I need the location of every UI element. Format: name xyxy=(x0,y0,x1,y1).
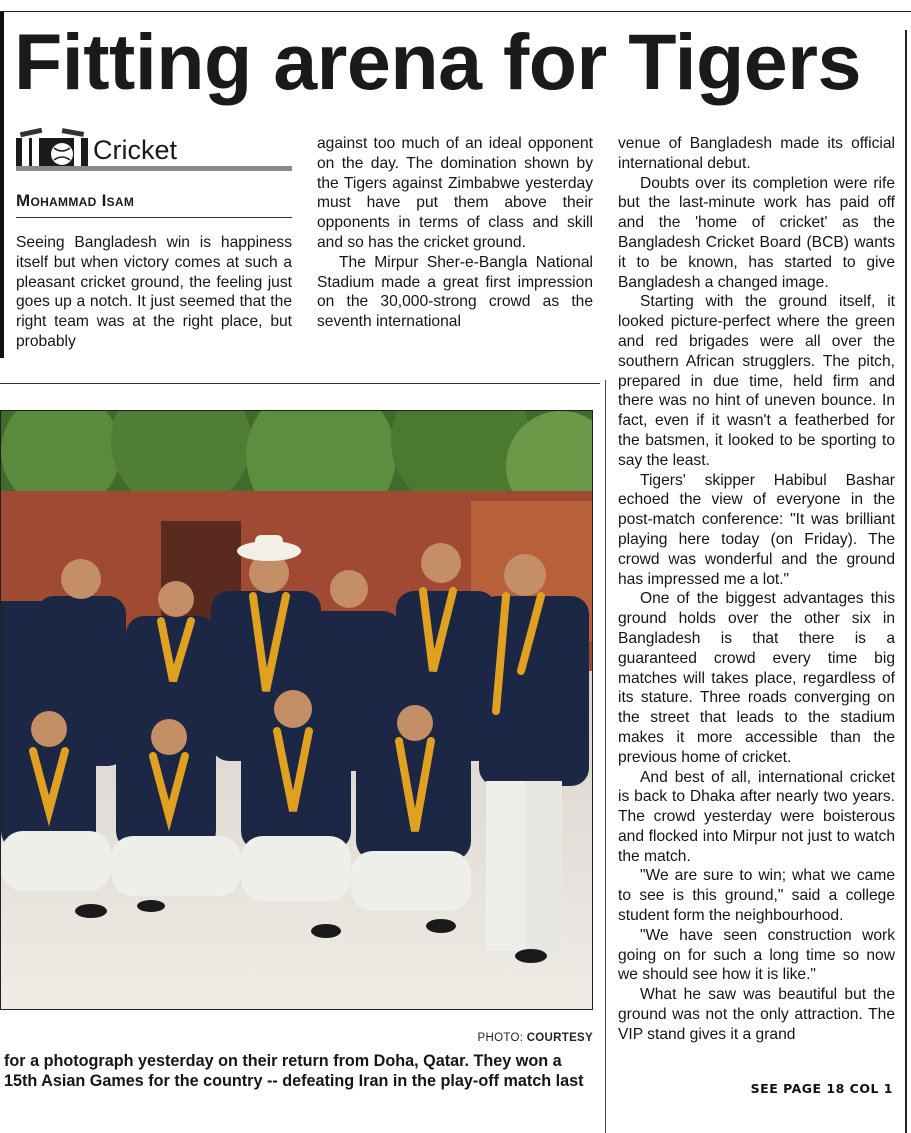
article-column-2 xyxy=(317,134,593,332)
article-column-3 xyxy=(618,134,895,1045)
paragraph: One of the biggest advantages this ground holds over the other six in Bangladesh is that there is a guaranteed crowd every time big matches will takes place, regardless of its stature. Three roads converging on the street that leads to the stadium makes it more accessible than the previous home of cricket. xyxy=(618,590,895,766)
team-photo xyxy=(0,410,593,1010)
article-column-1 xyxy=(16,233,292,352)
photo-caption xyxy=(4,1051,594,1091)
paragraph: "We are sure to win; what we came to see is this ground," said a college student form the neighbourhood. xyxy=(618,867,895,925)
photo-top-rule xyxy=(0,383,600,384)
byline: Mohammad Isam xyxy=(16,191,135,210)
team-photo-illustration xyxy=(1,411,593,1010)
photo-credit xyxy=(400,1032,593,1044)
paragraph: And best of all, international cricket is back to Dhaka after nearly two years. The crowd yesterday were boisterous and flocked into Mirpur not just to watch the match. xyxy=(618,768,895,865)
paragraph: Seeing Bangladesh win is happiness itself but when victory comes at such a pleasant cricket ground, the feeling just goes up a notch. It just seemed that the right team was at the right place, but probably xyxy=(16,234,292,350)
section-kicker xyxy=(16,128,292,172)
paragraph: Tigers' skipper Habibul Bashar echoed the view of everyone in the post-match conference: "It was brilliant playing here today (on Friday). The crowd was wonderful and the ground has impressed me a lot." xyxy=(618,471,895,588)
paragraph: The Mirpur Sher-e-Bangla National Stadium made a great first impression on the 30,000-strong crowd as the seventh international xyxy=(317,253,593,331)
section-label: Cricket xyxy=(93,135,178,165)
paragraph: venue of Bangladesh made its official international debut. xyxy=(618,135,895,172)
credit-name: COURTESY xyxy=(526,1032,593,1044)
caption-line: 15th Asian Games for the country -- defeating Iran in the play-off match last xyxy=(4,1072,584,1090)
paragraph: Doubts over its completion were rife but the last-minute work has paid off and the 'home of cricket' as the Bangladesh Cricket Board (BCB) wants it to be known, has started to give Bangladesh a changed image. xyxy=(618,174,895,291)
kicker-rule xyxy=(16,166,292,171)
top-rule xyxy=(0,11,911,12)
paragraph: Starting with the ground itself, it looked picture-perfect where the green and red brigades were all over the southern African strugglers. The pitch, prepared in due time, held firm and there was no hint of uneven bounce. In fact, even if it wasn't a featherbed for the batsmen, it looked to be sporting to say the least. xyxy=(618,293,895,469)
headline: Fitting arena for Tigers xyxy=(14,17,861,106)
paragraph: What he saw was beautiful but the ground was not the only attraction. The VIP stand gives it a grand xyxy=(618,986,895,1043)
paragraph: against too much of an ideal opponent on the day. The domination shown by the Tigers against Zimbabwe yesterday must have put them above their opponents in terms of class and skill and so has the cricket ground. xyxy=(317,135,593,251)
credit-prefix: PHOTO: xyxy=(477,1032,524,1044)
byline-rule xyxy=(16,217,292,218)
continuation-jump: SEE PAGE 18 COL 1 xyxy=(750,1081,893,1096)
cricket-stumps-ball-icon xyxy=(16,128,88,168)
right-column-rule xyxy=(905,30,907,1133)
left-accent-bar xyxy=(0,12,4,358)
column-divider xyxy=(605,380,606,1133)
paragraph: "We have seen construction work going on for such a long time so now we should see how it is like." xyxy=(618,926,895,984)
caption-line: for a photograph yesterday on their return from Doha, Qatar. They won a xyxy=(4,1052,562,1070)
